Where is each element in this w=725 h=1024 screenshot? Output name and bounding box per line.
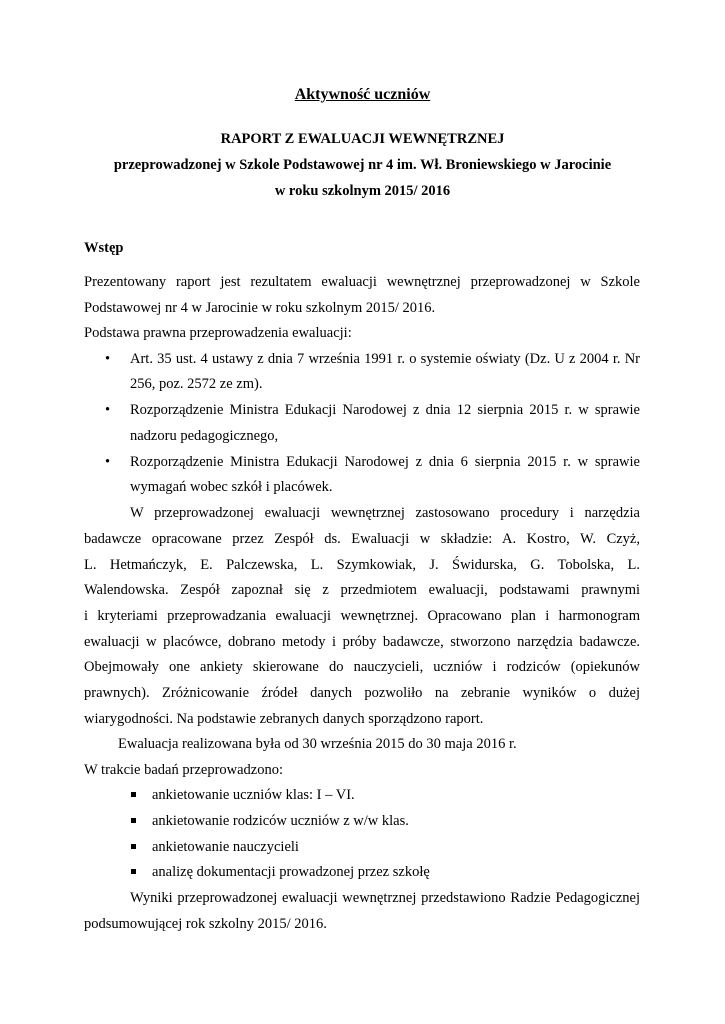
paragraph-line: badawcze opracowane przez Zespół ds. Ewaluacji w składzie: A. Kostro, W. Czyż,	[84, 531, 640, 547]
paragraph-line: ewaluacji w placówce, dobrano metody i próby badawcze, stworzono narzędzia badawcze.	[84, 634, 640, 650]
square-bullet-icon	[131, 869, 136, 874]
paragraph-line: prawnych). Zróżnicowanie źródeł danych pozwoliło na zebranie wyników o dużej	[84, 685, 640, 701]
evaluation-period: Ewaluacja realizowana była od 30 września 2015 do 30 maja 2016 r.	[118, 736, 517, 752]
legal-item-1-line-2: 256, poz. 2572 ze zm).	[130, 376, 263, 392]
activities-intro: W trakcie badań przeprowadzono:	[84, 762, 284, 778]
square-bullet-icon	[131, 792, 136, 797]
activity-item: ankietowanie uczniów klas: I – VI.	[152, 787, 355, 803]
square-bullet-icon	[131, 844, 136, 849]
results-line-2: podsumowującej rok szkolny 2015/ 2016.	[84, 916, 327, 932]
intro-line-1: Prezentowany raport jest rezultatem ewaluacji wewnętrznej przeprowadzonej w Szkole	[84, 274, 640, 290]
report-title: RAPORT Z EWALUACJI WEWNĘTRZNEJ	[220, 131, 505, 147]
legal-item-2-line-1: Rozporządzenie Ministra Edukacji Narodowej z dnia 12 sierpnia 2015 r. w sprawie	[130, 402, 640, 418]
paragraph-line: wiarygodności. Na podstawie zebranych danych sporządzono raport.	[84, 711, 484, 727]
paragraph-line: L. Hetmańczyk, E. Palczewska, L. Szymkowiak, J. Świdurska, G. Tobolska, L.	[84, 557, 640, 573]
bullet-icon: •	[105, 402, 111, 418]
section-heading: Wstęp	[84, 240, 124, 256]
legal-item-1-line-1: Art. 35 ust. 4 ustawy z dnia 7 września 1991 r. o systemie oświaty (Dz. U z 2004 r. Nr	[130, 351, 640, 367]
activity-item: ankietowanie rodziców uczniów z w/w klas.	[152, 813, 409, 829]
legal-basis-text: Podstawa prawna przeprowadzenia ewaluacji:	[84, 325, 352, 341]
paragraph-line: Walendowska. Zespół zapoznał się z przedmiotem ewaluacji, podstawami prawnymi	[84, 582, 640, 598]
paragraph-line: W przeprowadzonej ewaluacji wewnętrznej zastosowano procedury i narzędzia	[130, 505, 640, 521]
paragraph-line: Obejmowały one ankiety skierowane do nauczycieli, uczniów i rodziców (opiekunów	[84, 659, 640, 675]
activity-item: analizę dokumentacji prowadzonej przez szkołę	[152, 864, 430, 880]
report-subtitle-line-1: przeprowadzonej w Szkole Podstawowej nr 4 im. Wł. Broniewskiego w Jarocinie	[113, 157, 612, 173]
activity-item: ankietowanie nauczycieli	[152, 839, 299, 855]
bullet-icon: •	[105, 351, 111, 367]
intro-line-2: Podstawowej nr 4 w Jarocinie w roku szkolnym 2015/ 2016.	[84, 300, 436, 316]
report-subtitle-line-2: w roku szkolnym 2015/ 2016	[274, 183, 451, 199]
legal-item-3-line-1: Rozporządzenie Ministra Edukacji Narodowej z dnia 6 sierpnia 2015 r. w sprawie	[130, 454, 640, 470]
legal-item-3-line-2: wymagań wobec szkół i placówek.	[130, 479, 333, 495]
legal-item-2-line-2: nadzoru pedagogicznego,	[130, 428, 279, 444]
square-bullet-icon	[131, 818, 136, 823]
document-title: Aktywność uczniów	[294, 86, 431, 103]
bullet-icon: •	[105, 454, 111, 470]
results-line-1: Wyniki przeprowadzonej ewaluacji wewnętrznej przedstawiono Radzie Pedagogicznej	[130, 890, 640, 906]
paragraph-line: i kryteriami przeprowadzania ewaluacji wewnętrznej. Opracowano plan i harmonogram	[84, 608, 640, 624]
